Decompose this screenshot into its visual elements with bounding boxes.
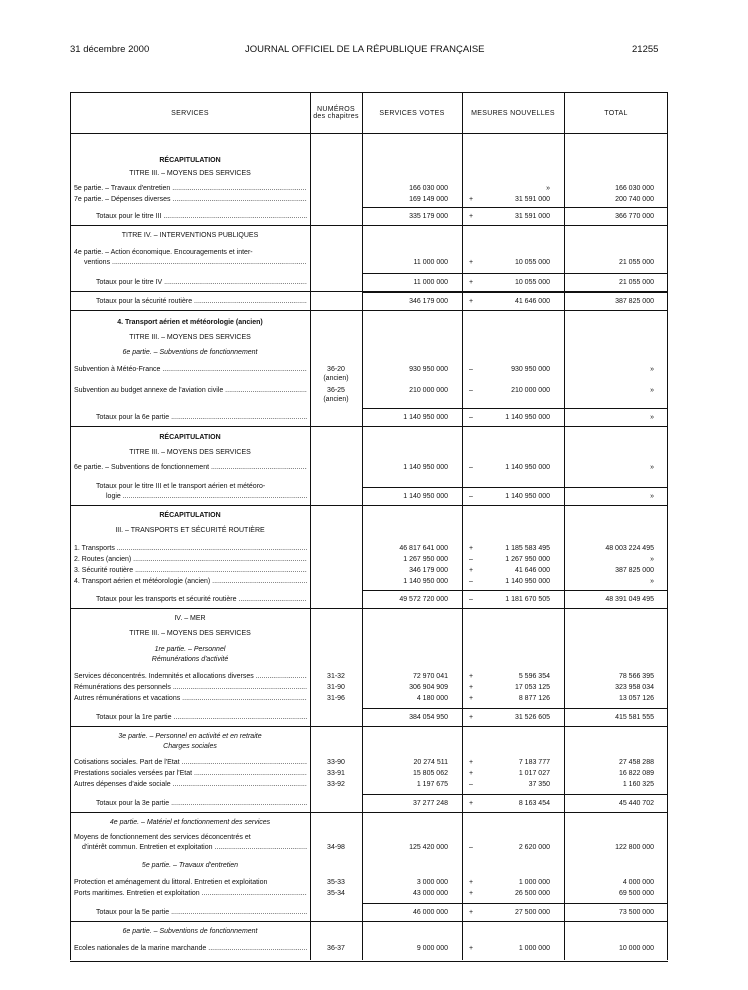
table-header-row [70,93,668,134]
table-row [70,296,668,308]
services-votes-value: 1 140 950 000 [403,414,448,421]
mesures-sign: – [469,414,473,421]
row-label: Cotisations sociales. Part de l'Etat ..... [74,757,307,769]
services-votes-value: 43 000 000 [412,890,448,897]
table-row [70,230,668,242]
chapter-number [314,386,358,404]
chapter-code: 31-90 [327,684,345,691]
table-row [70,510,668,522]
table-row [70,907,668,919]
budget-table [70,92,668,962]
col-header-total: TOTAL [604,109,628,117]
col-rule [462,92,463,960]
services-votes-value: 1 140 950 000 [403,493,448,500]
row-label: Totaux pour les transports et sécurité routière ..... [96,594,307,606]
chapter-code: 33-90 [327,759,345,766]
row-label: Totaux pour la 6e partie ..... [96,412,307,424]
row-label: 3e partie. – Personnel en activité et en retraite [118,733,262,740]
mesures-sign: + [468,673,474,680]
chapter-code: 33-91 [327,770,345,777]
chapter-number [314,365,358,383]
total-rule [70,426,668,427]
table-row [70,842,668,854]
row-label: Totaux pour le titre IV ..... [96,277,307,289]
services-votes-value: 169 149 000 [409,196,448,203]
row-label: Moyens de fonctionnement des services déconcentrés et [74,834,251,841]
total-value: 13 057 126 [618,695,654,702]
total-value: 16 822 089 [618,770,654,777]
table-row [70,628,668,640]
row-label: IV. – MER [174,615,206,622]
table-row [70,211,668,223]
mesures-sign: – [469,387,473,394]
chapter-note: (ancien) [323,396,349,403]
mesures-nouvelles-value: » [546,185,550,192]
table-row [70,888,668,900]
total-rule [70,812,668,813]
mesures-sign: + [468,684,474,691]
services-votes-value: 15 805 062 [412,770,448,777]
mesures-sign: + [468,196,474,203]
mesures-nouvelles-value: 31 526 605 [514,714,550,721]
chapter-code: 33-92 [327,781,345,788]
mesures-nouvelles-value: 41 646 000 [514,567,550,574]
table-row [70,317,668,329]
row-label: Totaux pour le titre III et le transport aérien et météoro- [96,483,266,490]
table-row [70,432,668,444]
services-votes-value: 346 179 000 [409,567,448,574]
chapter-code: 31-96 [327,695,345,702]
table-row [70,693,668,705]
mesures-nouvelles-value: 27 500 000 [514,909,550,916]
services-votes-value: 930 950 000 [409,366,448,373]
table-row [70,860,668,872]
table-row [70,412,668,424]
row-label: Ports maritimes. Entretien et exploitation ..... [74,888,307,900]
mesures-nouvelles-value: 10 055 000 [514,279,550,286]
row-label: RÉCAPITULATION [159,157,221,164]
chapter-number [314,944,358,953]
mesures-nouvelles-value: 210 000 000 [511,387,550,394]
total-value: » [650,366,654,373]
table-row [70,525,668,537]
table-row [70,385,668,403]
table-row [70,168,668,180]
mesures-nouvelles-value: 8 877 126 [518,695,550,702]
chapter-number [314,683,358,692]
row-label: Subvention à Météo-France ..... [74,364,307,376]
chapter-code: 36-25 [327,387,345,394]
chapter-number [314,672,358,681]
mesures-sign: – [469,596,473,603]
total-rule [362,794,668,795]
services-votes-value: 125 420 000 [409,844,448,851]
services-votes-value: 11 000 000 [413,279,448,286]
chapter-number [314,694,358,703]
row-label: Charges sociales [163,743,217,750]
row-label: Ecoles nationales de la marine marchande ..... [74,943,307,955]
row-label: 6e partie. – Subventions de fonctionnement [122,349,258,356]
row-label: Autres dépenses d'aide sociale ..... [74,779,307,791]
row-label: TITRE IV. – INTERVENTIONS PUBLIQUES [121,232,259,239]
mesures-sign: – [469,556,473,563]
row-label: 4. Transport aérien et météorologie (ancien) [117,319,263,326]
total-value: 27 458 288 [618,759,654,766]
total-value: 21 055 000 [618,279,654,286]
mesures-sign: – [469,578,473,585]
services-votes-value: 1 140 950 000 [403,578,448,585]
table-row [70,277,668,289]
row-label: RÉCAPITULATION [159,512,221,519]
total-rule [70,505,668,506]
row-label: 3. Sécurité routière ..... [74,565,307,577]
table-row [70,194,668,206]
col-header-services: SERVICES [171,109,209,117]
table-row [70,943,668,955]
table-row [70,779,668,791]
row-label: Totaux pour la 5e partie ..... [96,907,307,919]
services-votes-value: 1 197 675 [416,781,448,788]
total-rule [70,726,668,727]
mesures-nouvelles-value: 37 350 [528,781,550,788]
chapter-code: 35-33 [327,879,345,886]
services-votes-value: 46 000 000 [412,909,448,916]
table-row [70,712,668,724]
col-header-votes: SERVICES VOTES [379,109,445,117]
row-label: logie ..... [106,491,307,503]
mesures-sign: + [468,567,474,574]
services-votes-value: 3 000 000 [416,879,448,886]
row-label: 6e partie. – Subventions de fonctionnement [122,928,258,935]
table-row [70,332,668,344]
total-value: » [650,414,654,421]
col-header-chapitres: NUMÉROS des chapitres [313,106,359,120]
total-value: 21 055 000 [618,259,654,266]
services-votes-value: 11 000 000 [413,259,448,266]
col-header-mesures: MESURES NOUVELLES [471,109,555,117]
row-label: TITRE III. – MOYENS DES SERVICES [129,334,251,341]
total-value: 78 566 395 [618,673,654,680]
table-row [70,364,668,382]
services-votes-value: 49 572 720 000 [399,596,448,603]
chapter-note: (ancien) [323,375,349,382]
mesures-sign: + [468,909,474,916]
mesures-nouvelles-value: 31 591 000 [514,213,550,220]
table-row [70,576,668,588]
col-rule [564,92,565,960]
mesures-nouvelles-value: 1 000 000 [518,879,550,886]
mesures-nouvelles-value: 1 017 027 [518,770,550,777]
row-label: Totaux pour la 1re partie ..... [96,712,307,724]
row-label: Totaux pour la sécurité routière ..... [96,296,307,308]
mesures-sign: + [468,800,474,807]
services-votes-value: 306 904 909 [409,684,448,691]
services-votes-value: 210 000 000 [409,387,448,394]
chapter-code: 31-32 [327,673,345,680]
total-rule [362,708,668,709]
total-value: » [650,387,654,394]
mesures-nouvelles-value: 7 183 777 [518,759,550,766]
table-row [70,462,668,474]
mesures-sign: – [469,493,473,500]
total-value: » [650,578,654,585]
row-label: Autres rémunérations et vacations ..... [74,693,307,705]
mesures-nouvelles-value: 1 181 670 505 [505,596,550,603]
row-label: 5e partie. – Travaux d'entretien [141,862,239,869]
row-label: 1re partie. – Personnel [154,646,226,653]
mesures-nouvelles-value: 1 185 583 495 [505,545,550,552]
mesures-sign: + [468,695,474,702]
col-rule [362,92,363,960]
chapter-code: 36-37 [327,945,345,952]
mesures-sign: – [469,844,473,851]
row-label: Totaux pour la 3e partie ..... [96,798,307,810]
row-label: III. – TRANSPORTS ET SÉCURITÉ ROUTIÈRE [115,527,265,534]
total-rule [362,487,668,488]
row-label: RÉCAPITULATION [159,434,221,441]
table-row [70,447,668,459]
mesures-nouvelles-value: 17 053 125 [514,684,550,691]
row-label: TITRE III. – MOYENS DES SERVICES [129,630,251,637]
chapter-number [314,843,358,852]
chapter-number [314,889,358,898]
row-label: Prestations sociales versées par l'Etat ..... [74,768,307,780]
row-label: Protection et aménagement du littoral. Entretien et exploitation [74,879,268,886]
row-label: TITRE III. – MOYENS DES SERVICES [129,449,251,456]
services-votes-value: 346 179 000 [409,298,448,305]
row-label: Subvention au budget annexe de l'aviation civile ..... [74,385,307,397]
mesures-nouvelles-value: 2 620 000 [518,844,550,851]
total-value: 122 800 000 [615,844,654,851]
table-row [70,654,668,666]
total-value: 48 003 224 495 [605,545,654,552]
table-row [70,817,668,829]
mesures-sign: – [469,464,473,471]
chapter-code: 35-34 [327,890,345,897]
services-votes-value: 166 030 000 [409,185,448,192]
total-value: 10 000 000 [618,945,654,952]
row-label: 1. Transports ..... [74,543,307,555]
mesures-sign: + [468,879,474,886]
col-rule [70,92,71,960]
total-value: 45 440 702 [618,800,654,807]
chapter-number [314,780,358,789]
row-label: d'intérêt commun. Entretien et exploitation ..... [82,842,307,854]
mesures-nouvelles-value: 31 591 000 [514,196,550,203]
total-rule [362,590,668,591]
header-date: 31 décembre 2000 [70,44,150,55]
table-row [70,155,668,167]
header-page-number: 21255 [632,44,659,55]
chapter-number [314,758,358,767]
mesures-nouvelles-value: 1 140 950 000 [505,493,550,500]
row-label: 6e partie. – Subventions de fonctionnement ..... [74,462,307,474]
total-value: 1 160 325 [622,781,654,788]
services-votes-value: 1 267 950 000 [403,556,448,563]
row-label: 4. Transport aérien et météorologie (ancien) ..... [74,576,307,588]
services-votes-value: 384 054 950 [409,714,448,721]
services-votes-value: 37 277 248 [412,800,448,807]
mesures-sign: + [468,259,474,266]
services-votes-value: 46 817 641 000 [399,545,448,552]
services-votes-value: 20 274 511 [413,759,448,766]
mesures-nouvelles-value: 8 163 454 [518,800,550,807]
mesures-sign: + [468,759,474,766]
total-value: » [650,556,654,563]
total-value: 366 770 000 [615,213,654,220]
mesures-sign: + [468,545,474,552]
total-value: » [650,493,654,500]
services-votes-value: 72 970 041 [412,673,448,680]
mesures-sign: + [468,890,474,897]
mesures-nouvelles-value: 10 055 000 [514,259,550,266]
total-rule [362,903,668,904]
mesures-sign: + [468,279,474,286]
mesures-sign: + [468,945,474,952]
mesures-nouvelles-value: 930 950 000 [511,366,550,373]
services-votes-value: 1 140 950 000 [403,464,448,471]
total-value: 415 581 555 [615,714,654,721]
total-rule [70,310,668,311]
total-value: 200 740 000 [615,196,654,203]
row-label: ventions ..... [84,257,307,269]
table-row [70,347,668,359]
table-row [70,594,668,606]
col-rule [310,92,311,960]
table-row [70,491,668,503]
mesures-nouvelles-value: 1 140 950 000 [505,414,550,421]
total-value: 4 000 000 [622,879,654,886]
mesures-sign: + [468,770,474,777]
row-label: 5e partie. – Travaux d'entretien ..... [74,183,307,195]
mesures-sign: – [469,781,473,788]
mesures-sign: + [468,714,474,721]
mesures-nouvelles-value: 26 500 000 [514,890,550,897]
total-rule [362,292,668,293]
col-rule [667,92,668,960]
mesures-nouvelles-value: 1 000 000 [518,945,550,952]
mesures-nouvelles-value: 5 596 354 [518,673,550,680]
total-value: 69 500 000 [618,890,654,897]
mesures-nouvelles-value: 1 140 950 000 [505,578,550,585]
table-row [70,798,668,810]
total-rule [362,408,668,409]
table-row [70,926,668,938]
mesures-sign: + [468,213,474,220]
chapter-number [314,878,358,887]
total-value: 387 825 000 [615,567,654,574]
row-label: Rémunérations des personnels ..... [74,682,307,694]
total-value: 323 958 034 [615,684,654,691]
services-votes-value: 335 179 000 [409,213,448,220]
row-label: Services déconcentrés. Indemnités et allocations diverses ..... [74,671,307,683]
services-votes-value: 9 000 000 [416,945,448,952]
total-value: 387 825 000 [615,298,654,305]
mesures-nouvelles-value: 1 267 950 000 [505,556,550,563]
row-label: 4e partie. – Action économique. Encouragements et inter- [74,249,253,256]
total-rule [70,608,668,609]
row-label: 4e partie. – Matériel et fonctionnement des services [109,819,271,826]
row-label: Rémunérations d'activité [151,656,229,663]
row-label: 2. Routes (ancien) ..... [74,554,307,566]
table-row [70,741,668,753]
table-row [70,613,668,625]
row-label: Totaux pour le titre III ..... [96,211,307,223]
row-label: TITRE III. – MOYENS DES SERVICES [129,170,251,177]
mesures-nouvelles-value: 41 646 000 [514,298,550,305]
chapter-code: 34-98 [327,844,345,851]
total-value: 73 500 000 [618,909,654,916]
header-title: JOURNAL OFFICIEL DE LA RÉPUBLIQUE FRANÇAISE [245,44,485,55]
services-votes-value: 4 180 000 [416,695,448,702]
total-rule [70,225,668,226]
chapter-code: 36-20 [327,366,345,373]
total-value: 166 030 000 [615,185,654,192]
total-value: » [650,464,654,471]
total-rule [362,273,668,274]
row-label: 7e partie. – Dépenses diverses ..... [74,194,307,206]
mesures-sign: – [469,366,473,373]
total-rule [70,921,668,922]
mesures-sign: + [468,298,474,305]
chapter-number [314,769,358,778]
mesures-nouvelles-value: 1 140 950 000 [505,464,550,471]
total-value: 48 391 049 495 [605,596,654,603]
total-rule [362,207,668,208]
table-row [70,257,668,269]
